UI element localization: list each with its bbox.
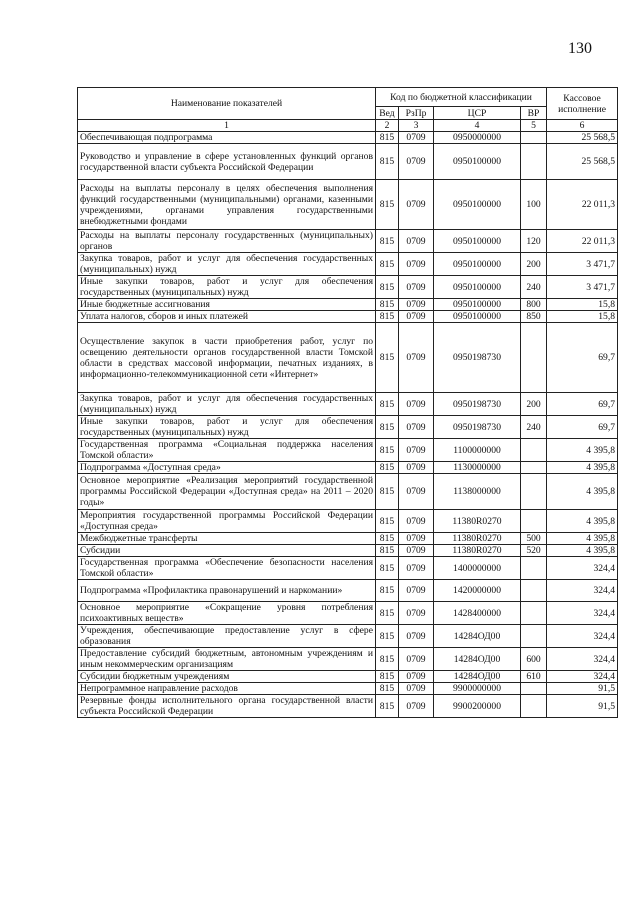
cell-ved: 815: [376, 683, 399, 695]
table-row: [78, 180, 618, 230]
header-ved: Вед: [376, 107, 399, 120]
cell-rzpr: 0709: [399, 439, 434, 462]
cell-name: Руководство и управление в сфере установленных функций органов государственной власти субъекта Российской Федерации: [78, 144, 376, 180]
cell-csr: 11380R0270: [434, 533, 521, 545]
cell-rzpr: 0709: [399, 253, 434, 276]
cell-csr: 9900200000: [434, 695, 521, 718]
cell-rzpr: 0709: [399, 580, 434, 602]
cell-amount: 69,7: [547, 416, 618, 439]
cell-name: Предоставление субсидий бюджетным, автономным учреждениям и иным некоммерческим организациям: [78, 648, 376, 671]
cell-vr: [521, 602, 547, 625]
cell-rzpr: 0709: [399, 695, 434, 718]
cell-vr: [521, 695, 547, 718]
cell-csr: 14284ОД00: [434, 625, 521, 648]
table-row: [78, 510, 618, 533]
header-num-2: 2: [376, 120, 399, 132]
table-row: [78, 144, 618, 180]
table-row: [78, 439, 618, 462]
cell-ved: 815: [376, 393, 399, 416]
cell-csr: 0950100000: [434, 180, 521, 230]
cell-vr: [521, 474, 547, 510]
cell-vr: [521, 439, 547, 462]
table-row: [78, 602, 618, 625]
cell-ved: 815: [376, 132, 399, 144]
cell-vr: [521, 683, 547, 695]
cell-ved: 815: [376, 144, 399, 180]
cell-csr: 1130000000: [434, 462, 521, 474]
cell-amount: 4 395,8: [547, 545, 618, 557]
cell-name: Субсидии: [78, 545, 376, 557]
cell-name: Резервные фонды исполнительного органа государственной власти субъекта Российской Федерации: [78, 695, 376, 718]
cell-ved: 815: [376, 230, 399, 253]
cell-amount: 3 471,7: [547, 276, 618, 299]
header-vr: ВР: [521, 107, 547, 120]
cell-amount: 324,4: [547, 557, 618, 580]
cell-rzpr: 0709: [399, 416, 434, 439]
cell-amount: 4 395,8: [547, 439, 618, 462]
cell-ved: 815: [376, 439, 399, 462]
cell-ved: 815: [376, 533, 399, 545]
cell-amount: 4 395,8: [547, 462, 618, 474]
cell-ved: 815: [376, 625, 399, 648]
cell-rzpr: 0709: [399, 311, 434, 323]
cell-ved: 815: [376, 545, 399, 557]
cell-name: Иные закупки товаров, работ и услуг для обеспечения государственных (муниципальных) нужд: [78, 276, 376, 299]
cell-ved: 815: [376, 557, 399, 580]
cell-ved: 815: [376, 416, 399, 439]
cell-csr: 1100000000: [434, 439, 521, 462]
cell-csr: 0950198730: [434, 416, 521, 439]
cell-ved: 815: [376, 602, 399, 625]
table-row: [78, 462, 618, 474]
table-row: [78, 545, 618, 557]
cell-vr: 520: [521, 545, 547, 557]
cell-ved: 815: [376, 580, 399, 602]
cell-rzpr: 0709: [399, 144, 434, 180]
cell-amount: 69,7: [547, 323, 618, 393]
table-row: [78, 557, 618, 580]
cell-ved: 815: [376, 648, 399, 671]
cell-csr: 0950100000: [434, 253, 521, 276]
cell-vr: [521, 625, 547, 648]
cell-name: Учреждения, обеспечивающие предоставление услуг в сфере образования: [78, 625, 376, 648]
cell-vr: [521, 462, 547, 474]
cell-vr: 120: [521, 230, 547, 253]
cell-csr: 14284ОД00: [434, 648, 521, 671]
header-num-1: 1: [78, 120, 376, 132]
cell-csr: 0950100000: [434, 311, 521, 323]
cell-name: Подпрограмма «Доступная среда»: [78, 462, 376, 474]
cell-vr: 100: [521, 180, 547, 230]
cell-ved: 815: [376, 299, 399, 311]
cell-rzpr: 0709: [399, 533, 434, 545]
cell-amount: 91,5: [547, 695, 618, 718]
cell-amount: 324,4: [547, 648, 618, 671]
cell-rzpr: 0709: [399, 545, 434, 557]
cell-amount: 324,4: [547, 602, 618, 625]
cell-rzpr: 0709: [399, 276, 434, 299]
cell-name: Закупка товаров, работ и услуг для обеспечения государственных (муниципальных) нужд: [78, 253, 376, 276]
cell-name: Подпрограмма «Профилактика правонарушений и наркомании»: [78, 580, 376, 602]
cell-vr: 500: [521, 533, 547, 545]
table-row: [78, 625, 618, 648]
cell-ved: 815: [376, 510, 399, 533]
cell-csr: 0950198730: [434, 323, 521, 393]
cell-vr: 800: [521, 299, 547, 311]
cell-name: Расходы на выплаты персоналу в целях обеспечения выполнения функций государственными (муниципальными) органами, казенными учреждениями, органами управления государственными внебюджетными фондами: [78, 180, 376, 230]
cell-ved: 815: [376, 311, 399, 323]
cell-ved: 815: [376, 323, 399, 393]
header-name: Наименование показателей: [78, 88, 376, 120]
cell-vr: [521, 132, 547, 144]
cell-name: Основное мероприятие «Сокращение уровня потребления психоактивных веществ»: [78, 602, 376, 625]
cell-name: Иные бюджетные ассигнования: [78, 299, 376, 311]
cell-amount: 22 011,3: [547, 230, 618, 253]
table-row: [78, 393, 618, 416]
cell-csr: 0950100000: [434, 144, 521, 180]
header-num-3: 3: [399, 120, 434, 132]
header-num-5: 5: [521, 120, 547, 132]
cell-csr: 1420000000: [434, 580, 521, 602]
cell-ved: 815: [376, 671, 399, 683]
table-row: [78, 276, 618, 299]
cell-name: Межбюджетные трансферты: [78, 533, 376, 545]
header-amount: Кассовое исполнение: [547, 88, 618, 120]
cell-rzpr: 0709: [399, 393, 434, 416]
table-row: [78, 474, 618, 510]
cell-vr: 610: [521, 671, 547, 683]
header-csr: ЦСР: [434, 107, 521, 120]
table-row: [78, 580, 618, 602]
cell-csr: 11380R0270: [434, 545, 521, 557]
cell-rzpr: 0709: [399, 132, 434, 144]
cell-amount: 4 395,8: [547, 533, 618, 545]
cell-rzpr: 0709: [399, 462, 434, 474]
cell-name: Основное мероприятие «Реализация мероприятий государственной программы Российской Федерации «Доступная среда» на 2011 – 2020 годы»: [78, 474, 376, 510]
cell-name: Государственная программа «Социальная поддержка населения Томской области»: [78, 439, 376, 462]
cell-rzpr: 0709: [399, 510, 434, 533]
table-row: [78, 695, 618, 718]
table-body: [78, 132, 618, 718]
cell-name: Расходы на выплаты персоналу государственных (муниципальных) органов: [78, 230, 376, 253]
cell-amount: 4 395,8: [547, 474, 618, 510]
header-code-group: Код по бюджетной классификации: [376, 88, 547, 107]
cell-amount: 25 568,5: [547, 132, 618, 144]
cell-rzpr: 0709: [399, 230, 434, 253]
cell-rzpr: 0709: [399, 671, 434, 683]
cell-amount: 3 471,7: [547, 253, 618, 276]
cell-ved: 815: [376, 474, 399, 510]
cell-vr: 850: [521, 311, 547, 323]
table-row: [78, 230, 618, 253]
cell-amount: 69,7: [547, 393, 618, 416]
cell-ved: 815: [376, 253, 399, 276]
table-row: [78, 648, 618, 671]
cell-name: Уплата налогов, сборов и иных платежей: [78, 311, 376, 323]
cell-amount: 91,5: [547, 683, 618, 695]
cell-name: Осуществление закупок в части приобретения работ, услуг по освещению деятельности органов государственной власти Томской области в средствах массовой информации, печатных изданиях, в информационно-телекоммуникационной сети «Интернет»: [78, 323, 376, 393]
cell-name: Непрограммное направление расходов: [78, 683, 376, 695]
cell-vr: [521, 557, 547, 580]
cell-amount: 324,4: [547, 580, 618, 602]
cell-rzpr: 0709: [399, 474, 434, 510]
cell-ved: 815: [376, 180, 399, 230]
cell-amount: 25 568,5: [547, 144, 618, 180]
cell-amount: 324,4: [547, 625, 618, 648]
header-rzpr: РзПр: [399, 107, 434, 120]
header-num-6: 6: [547, 120, 618, 132]
cell-csr: 0950100000: [434, 299, 521, 311]
cell-csr: 14284ОД00: [434, 671, 521, 683]
table-row: [78, 416, 618, 439]
cell-csr: 0950100000: [434, 276, 521, 299]
page-number: 130: [568, 40, 592, 57]
cell-csr: 1428400000: [434, 602, 521, 625]
cell-ved: 815: [376, 695, 399, 718]
cell-csr: 0950100000: [434, 230, 521, 253]
cell-ved: 815: [376, 462, 399, 474]
table-row: [78, 671, 618, 683]
cell-rzpr: 0709: [399, 602, 434, 625]
cell-amount: 22 011,3: [547, 180, 618, 230]
cell-name: Обеспечивающая подпрограмма: [78, 132, 376, 144]
cell-name: Мероприятия государственной программы Российской Федерации «Доступная среда»: [78, 510, 376, 533]
table-row: [78, 253, 618, 276]
cell-name: Субсидии бюджетным учреждениям: [78, 671, 376, 683]
table-row: [78, 299, 618, 311]
table-row: [78, 533, 618, 545]
cell-name: Закупка товаров, работ и услуг для обеспечения государственных (муниципальных) нужд: [78, 393, 376, 416]
cell-csr: 1138000000: [434, 474, 521, 510]
table-row: [78, 132, 618, 144]
cell-csr: 11380R0270: [434, 510, 521, 533]
cell-csr: 0950000000: [434, 132, 521, 144]
cell-rzpr: 0709: [399, 648, 434, 671]
cell-rzpr: 0709: [399, 323, 434, 393]
cell-vr: [521, 323, 547, 393]
table-row: [78, 323, 618, 393]
cell-csr: 9900000000: [434, 683, 521, 695]
cell-rzpr: 0709: [399, 180, 434, 230]
cell-name: Иные закупки товаров, работ и услуг для обеспечения государственных (муниципальных) нужд: [78, 416, 376, 439]
cell-rzpr: 0709: [399, 299, 434, 311]
cell-csr: 1400000000: [434, 557, 521, 580]
cell-vr: [521, 580, 547, 602]
cell-vr: 240: [521, 416, 547, 439]
cell-amount: 4 395,8: [547, 510, 618, 533]
cell-amount: 324,4: [547, 671, 618, 683]
cell-amount: 15,8: [547, 299, 618, 311]
cell-rzpr: 0709: [399, 625, 434, 648]
cell-name: Государственная программа «Обеспечение безопасности населения Томской области»: [78, 557, 376, 580]
cell-vr: 200: [521, 253, 547, 276]
cell-vr: 600: [521, 648, 547, 671]
budget-table: [77, 87, 618, 718]
cell-rzpr: 0709: [399, 557, 434, 580]
cell-vr: 240: [521, 276, 547, 299]
cell-ved: 815: [376, 276, 399, 299]
header-num-4: 4: [434, 120, 521, 132]
cell-csr: 0950198730: [434, 393, 521, 416]
cell-rzpr: 0709: [399, 683, 434, 695]
cell-vr: [521, 510, 547, 533]
table-row: [78, 683, 618, 695]
table-row: [78, 311, 618, 323]
cell-vr: [521, 144, 547, 180]
cell-amount: 15,8: [547, 311, 618, 323]
cell-vr: 200: [521, 393, 547, 416]
